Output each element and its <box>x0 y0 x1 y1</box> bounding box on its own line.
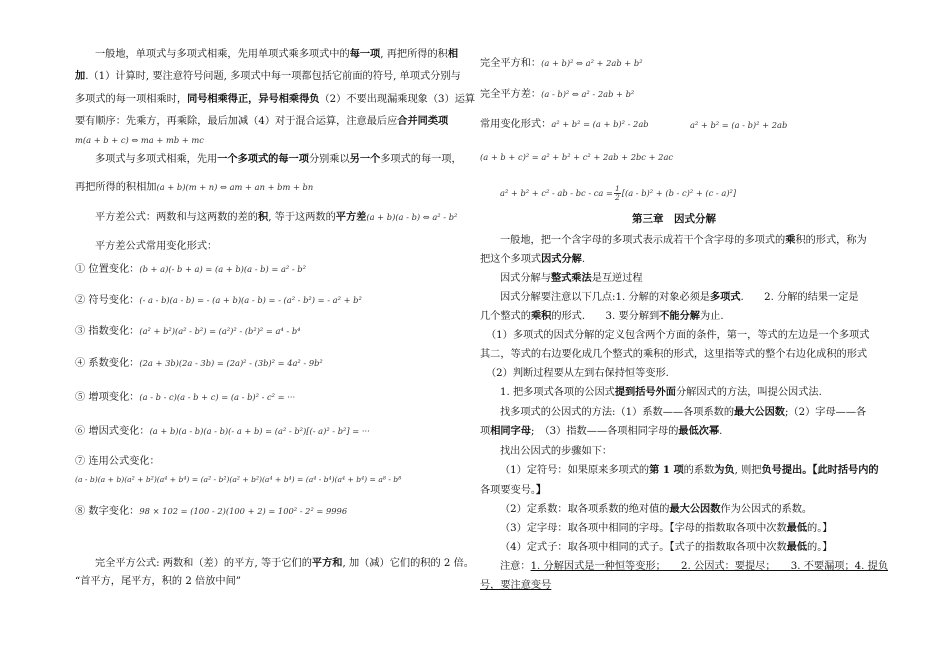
paragraph-monomial-line4: 要有顺序：先乘方，再乘除，最后加减（4）对于混合运算，注意最后应合并同类项 <box>75 115 449 127</box>
paragraph-monomial-line3: 多项式的每一项相乘时，同号相乘得正，异号相乘得负（2）不要出现漏乘现象（3）运算 <box>75 93 476 105</box>
method-common-factor: 1. 把多项式各项的公因式提到括号外面分解因式的方法，叫提公因式法. <box>500 386 822 398</box>
condition-line2: 其二，等式的右边要化成几个整式的乘积的形式，这里指等式的整个右边化成积的形式 <box>480 349 868 360</box>
common-variants: 常用变化形式：a² + b² = (a + b)² - 2ab <box>480 119 649 130</box>
step4: （4）定式子：取各项中相同的式子。【式子的指数取各项中次数最低的。】 <box>500 541 833 553</box>
variant-row: ② 符号变化：(- a - b)(a - b) = - (a + b)(a - b) = - (a² - b²) = - a² + b² <box>75 295 362 306</box>
trinomial-square-formula: (a + b + c)² = a² + b² + c² + 2ab + 2bc + 2ac <box>480 152 674 162</box>
step2: （2）定系数：取各项系数的绝对值的最大公因数作为公因式的系数。 <box>500 503 813 515</box>
common-variant-formula: a² + b² = (a - b)² + 2ab <box>690 120 788 130</box>
definition-line2: 把这个多项式因式分解. <box>480 253 586 265</box>
chapter-heading: 第三章 因式分解 <box>632 213 716 225</box>
perfect-square-mnemonic: “首平方，尾平方，积的 2 倍放中间” <box>75 576 241 587</box>
notes-line1: 因式分解要注意以下几点:1. 分解的对象必须是多项式. 2. 分解的结果一定是 <box>500 291 859 303</box>
variant-row: ⑦ 连用公式变化： <box>75 456 160 467</box>
paragraph-monomial-line1: 一般地，单项式与多项式相乘，先用单项式乘多项式中的每一项, 再把所得的积相 <box>95 48 459 60</box>
variant-row: ③ 指数变化：(a² + b²)(a² - b²) = (a²)² - (b²)² = a⁴ - b⁴ <box>75 326 301 337</box>
condition-line1: （1）多项式的因式分解的定义包含两个方面的条件，第一，等式的左边是一个多项式 <box>486 330 870 341</box>
condition-line3: （2）判断过程要从左到右保持恒等变形. <box>486 368 669 379</box>
variant-row: ④ 系数变化：(2a + 3b)(2a - 3b) = (2a)² - (3b)² = 4a² - 9b² <box>75 358 323 369</box>
step1-line2: 各项要变号。】 <box>480 484 547 496</box>
definition-line1: 一般地，把一个含字母的多项式表示成若干个含字母的多项式的乘积的形式，称为 <box>500 234 867 246</box>
variant-row: (a - b)(a + b)(a² + b²)(a⁴ + b⁴) = (a² - b²)(a² + b²)(a⁴ + b⁴) = (a⁴ - b⁴)(a⁴ + b⁴) = a⁸ - b⁸ <box>75 475 402 484</box>
paragraph-polynomial-line2: 再把所得的积相加(a + b)(m + n) ⇔ am + an + bm + bn <box>75 182 314 193</box>
paragraph-monomial-line2: 加.（1）计算时, 要注意符号问题, 多项式中每一项都包括它前面的符号, 单项式分别与 <box>75 70 461 82</box>
variant-row: ⑤ 增项变化：(a - b - c)(a - b + c) = (a - b)² - c² = ··· <box>75 392 296 403</box>
variants-title: 平方差公式常用变化形式： <box>95 241 218 252</box>
perfect-square-difference: 完全平方差：(a - b)² ⇔ a² - 2ab + b² <box>480 89 635 100</box>
formula-monomial: m(a + b + c) ⇔ ma + mb + mc <box>75 135 204 145</box>
variant-row: ① 位置变化：(b + a)(- b + a) = (a + b)(a - b) = a² - b² <box>75 264 306 275</box>
notes-line2: 几个整式的乘积的形式. 3. 要分解到不能分解为止. <box>480 310 724 322</box>
difference-of-squares-text: 平方差公式：两数和与这两数的差的积, 等于这两数的平方差(a + b)(a - b) ⇔ a² - b² <box>95 211 458 223</box>
variant-row: ⑧ 数字变化：98 × 102 = (100 - 2)(100 + 2) = 100² - 2² = 9996 <box>75 506 348 517</box>
perfect-square-sum: 完全平方和：(a + b)² ⇔ a² + 2ab + b² <box>480 58 643 69</box>
inverse-relation: 因式分解与整式乘法是互逆过程 <box>500 272 643 284</box>
variant-row: ⑥ 增因式变化：(a + b)(a - b)(a - b)(- a + b) = (a² - b²)[(- a)² - b²] = ··· <box>75 426 370 437</box>
step1-line1: （1）定符号：如果原来多项式的第 1 项的系数为负, 则把负号提出。【此时括号内的 <box>500 464 879 476</box>
sum-of-squares-identity: a² + b² + c² - ab - bc - ca = $\frac{1}{2}$ [(a - b)² + (b - c)² + (c - a)²] <box>500 184 737 202</box>
step3: （3）定字母：取各项中相同的字母。【字母的指数取各项中次数最低的。】 <box>500 522 833 534</box>
find-factor-line2: 项相同字母; （3）指数——各项相同字母的最低次幂. <box>480 425 723 437</box>
paragraph-polynomial-line1: 多项式与多项式相乘，先用一个多项式的每一项分别乘以另一个多项式的每一项， <box>95 153 462 165</box>
steps-title: 找出公因式的步骤如下： <box>500 446 613 457</box>
one-half-fraction: $\frac{1}{2}$ <box>614 184 620 202</box>
perfect-square-text: 完全平方公式: 两数和（差）的平方, 等于它们的平方和, 加（减）它们的积的 2 倍。 <box>95 557 474 569</box>
find-factor-line1: 找多项式的公因式的方法:（1）系数——各项系数的最大公因数;（2）字母——各 <box>500 406 867 418</box>
attention-line1: 注意：1. 分解因式是一种恒等变形； 2. 公因式：要提尽； 3. 不要漏项；4. 提负 <box>500 561 889 572</box>
attention-line2: 号，要注意变号 <box>480 580 552 591</box>
